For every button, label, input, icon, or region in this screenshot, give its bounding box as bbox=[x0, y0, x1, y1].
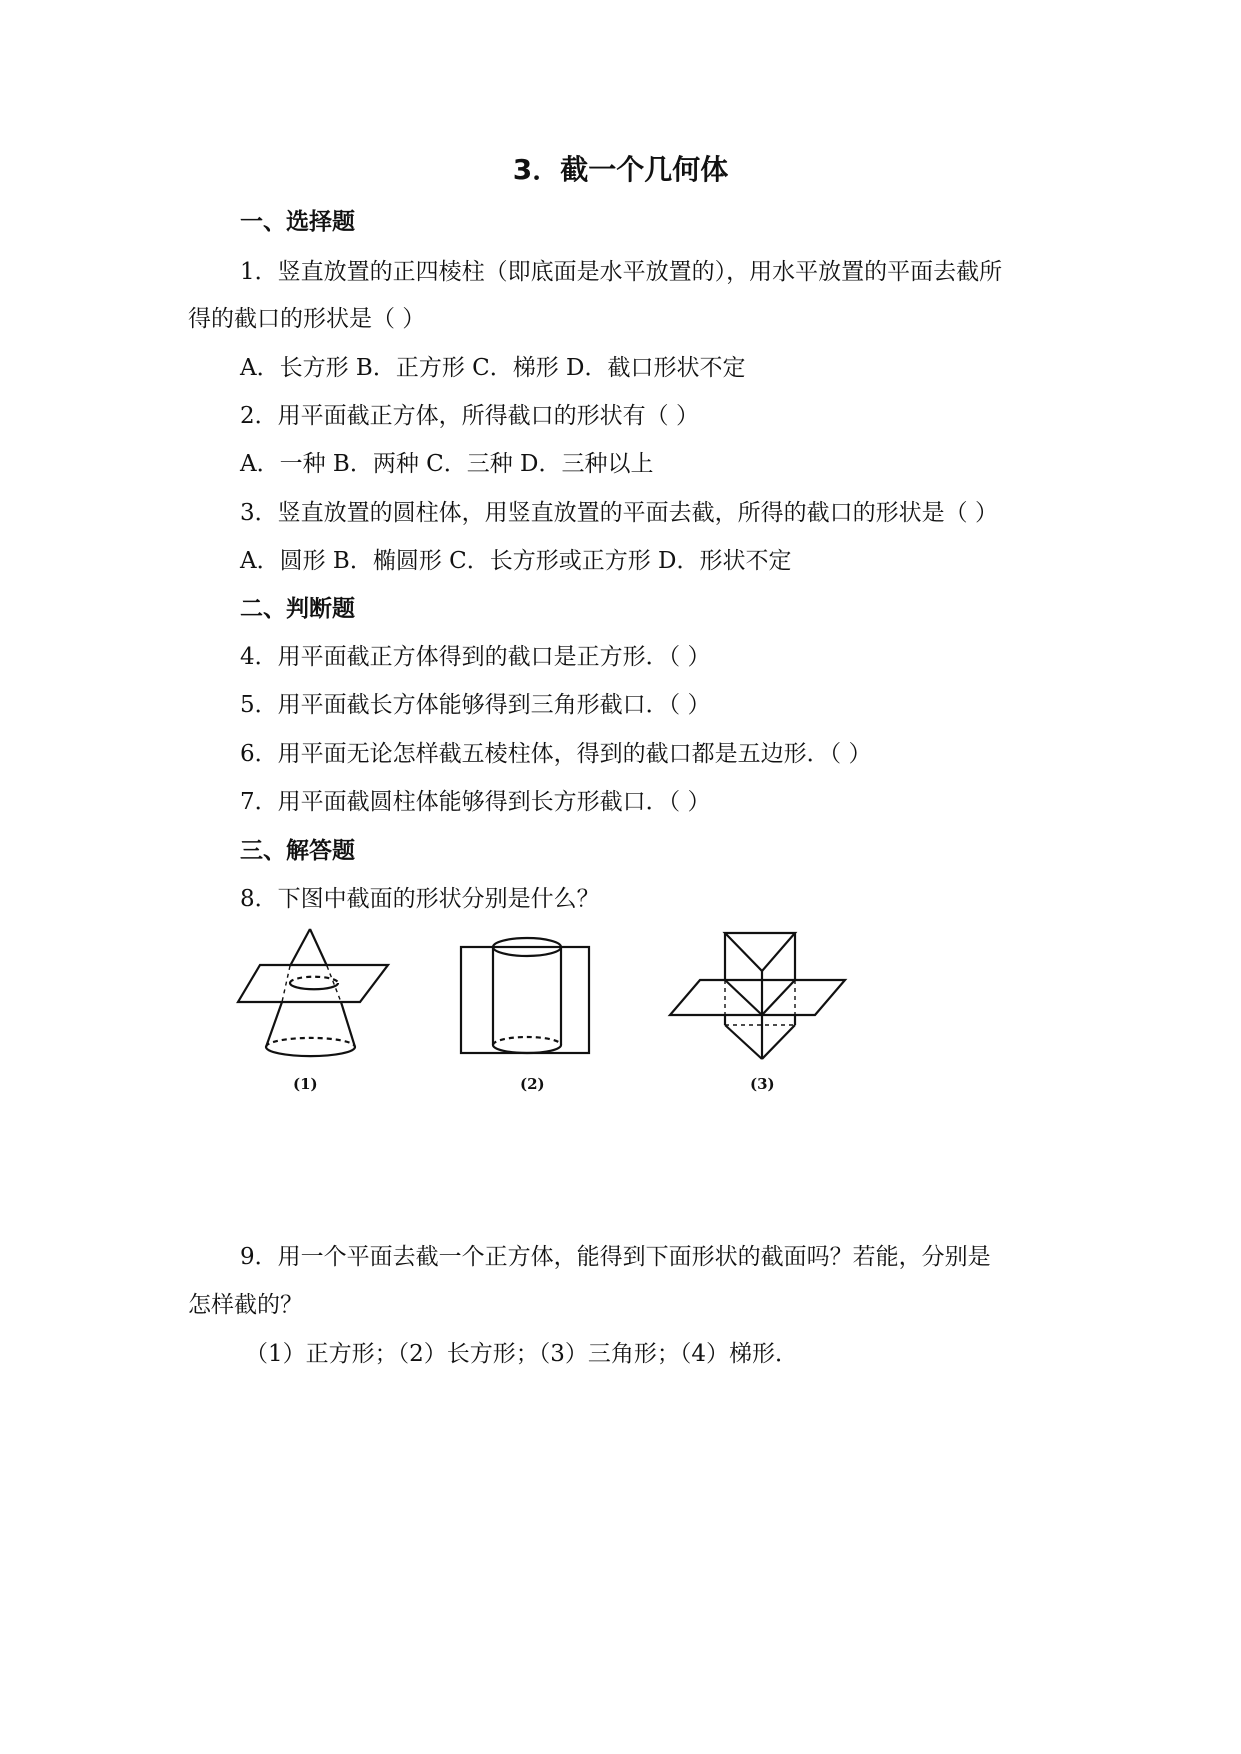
question-3-options: A．圆形 B．椭圆形 C．长方形或正方形 D．形状不定 bbox=[240, 548, 792, 574]
cone-section-figure bbox=[230, 925, 400, 1065]
figure-label-2: (2) bbox=[520, 1075, 545, 1093]
question-9-line-3: （1）正方形；（2）长方形；（3）三角形；（4）梯形． bbox=[245, 1341, 799, 1367]
question-9-line-2: 怎样截的？ bbox=[188, 1292, 303, 1318]
page-title: 3．截一个几何体 bbox=[512, 153, 729, 186]
section-heading-judgement: 二、判断题 bbox=[240, 596, 355, 622]
question-5: 5．用平面截长方体能够得到三角形截口．（ ） bbox=[240, 692, 711, 718]
question-2-options: A．一种 B．两种 C．三种 D．三种以上 bbox=[240, 451, 654, 477]
cylinder-section-figure bbox=[455, 925, 595, 1065]
question-4: 4．用平面截正方体得到的截口是正方形．（ ） bbox=[240, 644, 711, 670]
question-3-line-1: 3．竖直放置的圆柱体，用竖直放置的平面去截，所得的截口的形状是（ ） bbox=[240, 500, 998, 526]
question-7: 7．用平面截圆柱体能够得到长方形截口．（ ） bbox=[240, 789, 711, 815]
figure-label-1: (1) bbox=[293, 1075, 318, 1093]
section-heading-answer: 三、解答题 bbox=[240, 838, 355, 864]
question-9-line-1: 9．用一个平面去截一个正方体，能得到下面形状的截面吗？若能，分别是 bbox=[240, 1244, 991, 1270]
question-2-line-1: 2．用平面截正方体，所得截口的形状有（ ） bbox=[240, 403, 699, 429]
question-1-line-1: 1．竖直放置的正四棱柱（即底面是水平放置的），用水平放置的平面去截所 bbox=[240, 259, 1003, 285]
question-8: 8．下图中截面的形状分别是什么？ bbox=[240, 886, 600, 912]
question-1-options: A．长方形 B．正方形 C．梯形 D．截口形状不定 bbox=[240, 355, 746, 381]
question-6: 6．用平面无论怎样截五棱柱体，得到的截口都是五边形．（ ） bbox=[240, 741, 872, 767]
question-1-line-2: 得的截口的形状是（ ） bbox=[188, 306, 426, 332]
prism-section-figure bbox=[665, 925, 855, 1065]
figure-label-3: (3) bbox=[750, 1075, 775, 1093]
section-heading-choice: 一、选择题 bbox=[240, 209, 355, 235]
